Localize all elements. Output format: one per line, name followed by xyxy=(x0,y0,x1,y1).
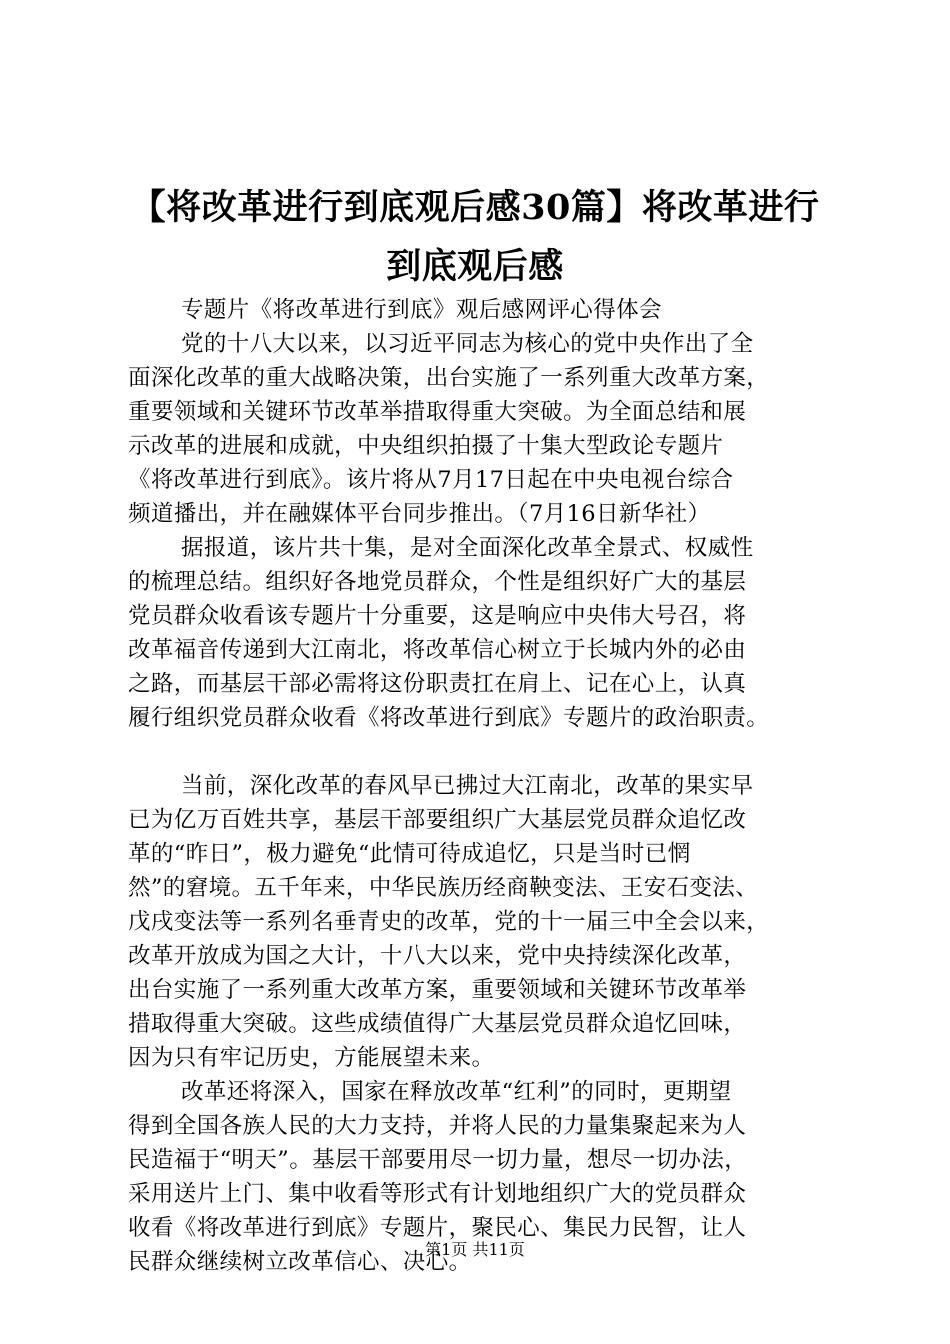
title-line-2: 到底观后感 xyxy=(386,246,564,287)
page-number: 第1页 共11页 xyxy=(425,1240,525,1259)
paragraph-line: 改革开放成为国之大计，十八大以来，党中央持续深化改革， xyxy=(128,943,747,969)
paragraph-line: 《将改革进行到底》。该片将从7月17日起在中央电视台综合 xyxy=(128,467,734,493)
paragraph-line: 民群众继续树立改革信心、决心。 xyxy=(128,1249,472,1275)
paragraph-line: 民造福于“明天”。基层干部要用尽一切力量，想尽一切办法， xyxy=(128,1147,748,1173)
paragraph-line: 频道播出，并在融媒体平台同步推出。（7月16日新华社） xyxy=(128,501,711,527)
paragraph-line: 据报道，该片共十集，是对全面深化改革全景式、权威性 xyxy=(181,535,754,561)
paragraph-line: 示改革的进展和成就，中央组织拍摄了十集大型政论专题片 xyxy=(128,433,724,459)
paragraph-line: 重要领域和关键环节改革举措取得重大突破。为全面总结和展 xyxy=(128,399,747,425)
paragraph-line: 履行组织党员群众收看《将改革进行到底》专题片的政治职责。 xyxy=(128,705,770,731)
page-footer xyxy=(0,1238,950,1262)
paragraph-line: 当前，深化改革的春风早已拂过大江南北，改革的果实早 xyxy=(181,773,754,799)
paragraph-line: 收看《将改革进行到底》专题片，聚民心、集民力民智，让人 xyxy=(128,1215,747,1241)
paragraph-line: 革的“昨日”，极力避免“此情可待成追忆，只是当时已惘 xyxy=(128,841,691,867)
paragraph-line: 因为只有牢记历史，方能展望未来。 xyxy=(128,1045,495,1071)
document-title xyxy=(100,178,850,296)
paragraph-line: 党的十八大以来，以习近平同志为核心的党中央作出了全 xyxy=(181,331,754,357)
paragraph-line: 采用送片上门、集中收看等形式有计划地组织广大的党员群众 xyxy=(128,1181,747,1207)
paragraph-line: 党员群众收看该专题片十分重要，这是响应中央伟大号召，将 xyxy=(128,603,747,629)
paragraph-line: 戊戌变法等一系列名垂青史的改革，党的十一届三中全会以来， xyxy=(128,909,770,935)
paragraph-line: 措取得重大突破。这些成绩值得广大基层党员群众追忆回味， xyxy=(128,1011,747,1037)
paragraph-line: 之路，而基层干部必需将这份职责扛在肩上、记在心上，认真 xyxy=(128,671,747,697)
title-line-1: 【将改革进行到底观后感30篇】将改革进行 xyxy=(130,187,820,228)
paragraph-spacer xyxy=(128,735,840,769)
paragraph-line: 改革福音传递到大江南北，将改革信心树立于长城内外的必由 xyxy=(128,637,747,663)
paragraph-line: 改革还将深入，国家在释放改革“红利”的同时，更期望 xyxy=(181,1079,732,1105)
document-body xyxy=(128,293,840,1279)
subtitle-line: 专题片《将改革进行到底》观后感网评心得体会 xyxy=(181,297,662,323)
paragraph-line: 的梳理总结。组织好各地党员群众，个性是组织好广大的基层 xyxy=(128,569,747,595)
paragraph-line: 已为亿万百姓共享，基层干部要组织广大基层党员群众追忆改 xyxy=(128,807,747,833)
paragraph-line: 得到全国各族人民的大力支持，并将人民的力量集聚起来为人 xyxy=(128,1113,747,1139)
paragraph-line: 面深化改革的重大战略决策，出台实施了一系列重大改革方案， xyxy=(128,365,770,391)
paragraph-line: 出台实施了一系列重大改革方案，重要领域和关键环节改革举 xyxy=(128,977,747,1003)
paragraph-line: 然”的窘境。五千年来，中华民族历经商鞅变法、王安石变法、 xyxy=(128,875,759,901)
